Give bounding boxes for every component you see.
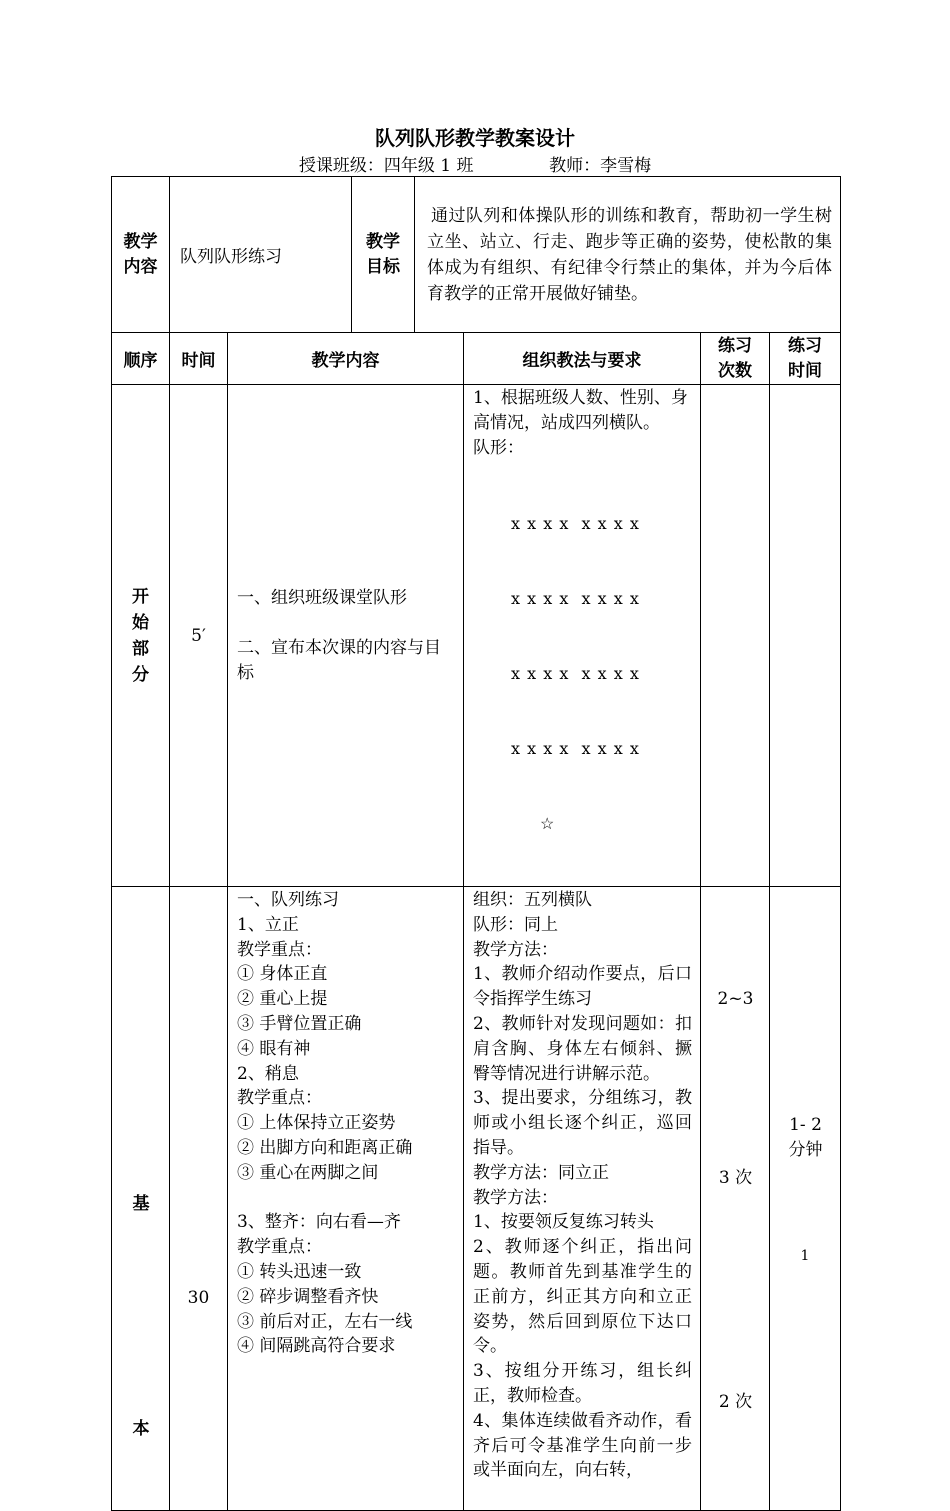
basic-row [112,887,841,1511]
basic-count-3: 2 次 [718,1392,753,1412]
basic-section-label [112,887,170,1511]
header-duration: 练习 时间 [770,333,841,385]
opening-method [464,385,701,887]
basic-label-bottom: 本 [132,1419,150,1439]
content-value: 队列队形练习 [170,177,352,333]
formation-row: x x x x x x x x [511,664,640,683]
lesson-table [111,332,841,1511]
header-order: 顺序 [112,333,170,385]
formation-row: x x x x x x x x [511,589,640,608]
header-row [112,333,841,385]
opening-method-intro: 1、根据班级人数、性别、身高情况，站成四列横队。 队形： [473,388,688,458]
goal-text [415,177,841,333]
opening-section-label: 开 始 部 分 [112,385,170,887]
basic-count-1: 2~3 [717,989,754,1009]
opening-count [701,385,770,887]
formation-diagram [473,461,692,886]
formation-row: x x x x x x x x [511,739,640,758]
basic-count-2: 3 次 [718,1168,753,1188]
goal-text-body: 通过队列和体操队形的训练和教育，帮助初一学生树立坐、站立、行走、跑步等正确的姿势，使松散的集体成为有组织、有纪律令行禁止的集体，并为今后体育教学的正常开展做好铺垫。 [427,205,832,304]
header-content: 教学内容 [228,333,464,385]
teacher-position-star: ☆ [540,814,556,833]
header-time: 时间 [170,333,228,385]
opening-time: 5′ [170,385,228,887]
goal-label: 教学 目标 [352,177,415,333]
content-label: 教学 内容 [112,177,170,333]
header-method: 组织教法与要求 [464,333,701,385]
basic-time: 30 [170,887,228,1511]
header-count: 练习 次数 [701,333,770,385]
class-teacher-line: 授课班级：四年级 1 班 教师：李雪梅 [298,156,652,176]
basic-duration-value: 1- 2 分钟 [788,1115,823,1160]
opening-duration [770,385,841,887]
basic-content: 一、队列练习 1、立正 教学重点： ① 身体正直 ② 重心上提 ③ 手臂位置正确 ④ 眼有神 2、稍息 教学重点： ① 上体保持立正姿势 ② 出脚方向和距离正确 ③ 重心在两脚之间 3、整齐：向右看—齐 教学重点： ① 转头迅速一致 ② 碎步调整看齐快 ③ 前后对正，左右一线 ④ 间隔跳高符合要求 [228,887,464,1511]
formation-row: x x x x x x x x [511,514,640,533]
opening-row [112,385,841,887]
basic-duration [770,887,841,1511]
basic-method: 组织：五列横队 队形：同上 教学方法： 1、教师介绍动作要点，后口令指挥学生练习 2、教师针对发现问题如：扣肩含胸、身体左右倾斜、撅臀等情况进行讲解示范。 3、提出要求，分组练习，教师或小组长逐个纠正，巡回指导。 教学方法：同立正 教学方法： 1、按要领反复练习转头 2、教师逐个纠正，指出问题。教师首先到基准学生的正前方，纠正其方向和立正姿势，然后回到原位下达口令。 3、按组分开练习，组长纠正，教师检查。 4、集体连续做看齐动作，看齐后可令基准学生向前一步或半面向左，向右转， [464,887,701,1511]
basic-count [701,887,770,1511]
basic-label-top: 基 [132,1194,150,1214]
page-number: 1 [800,1248,810,1264]
info-table [111,176,841,333]
page-title: 队列队形教学教案设计 [375,126,575,150]
opening-content: 一、组织班级课堂队形 二、宣布本次课的内容与目标 [228,385,464,887]
